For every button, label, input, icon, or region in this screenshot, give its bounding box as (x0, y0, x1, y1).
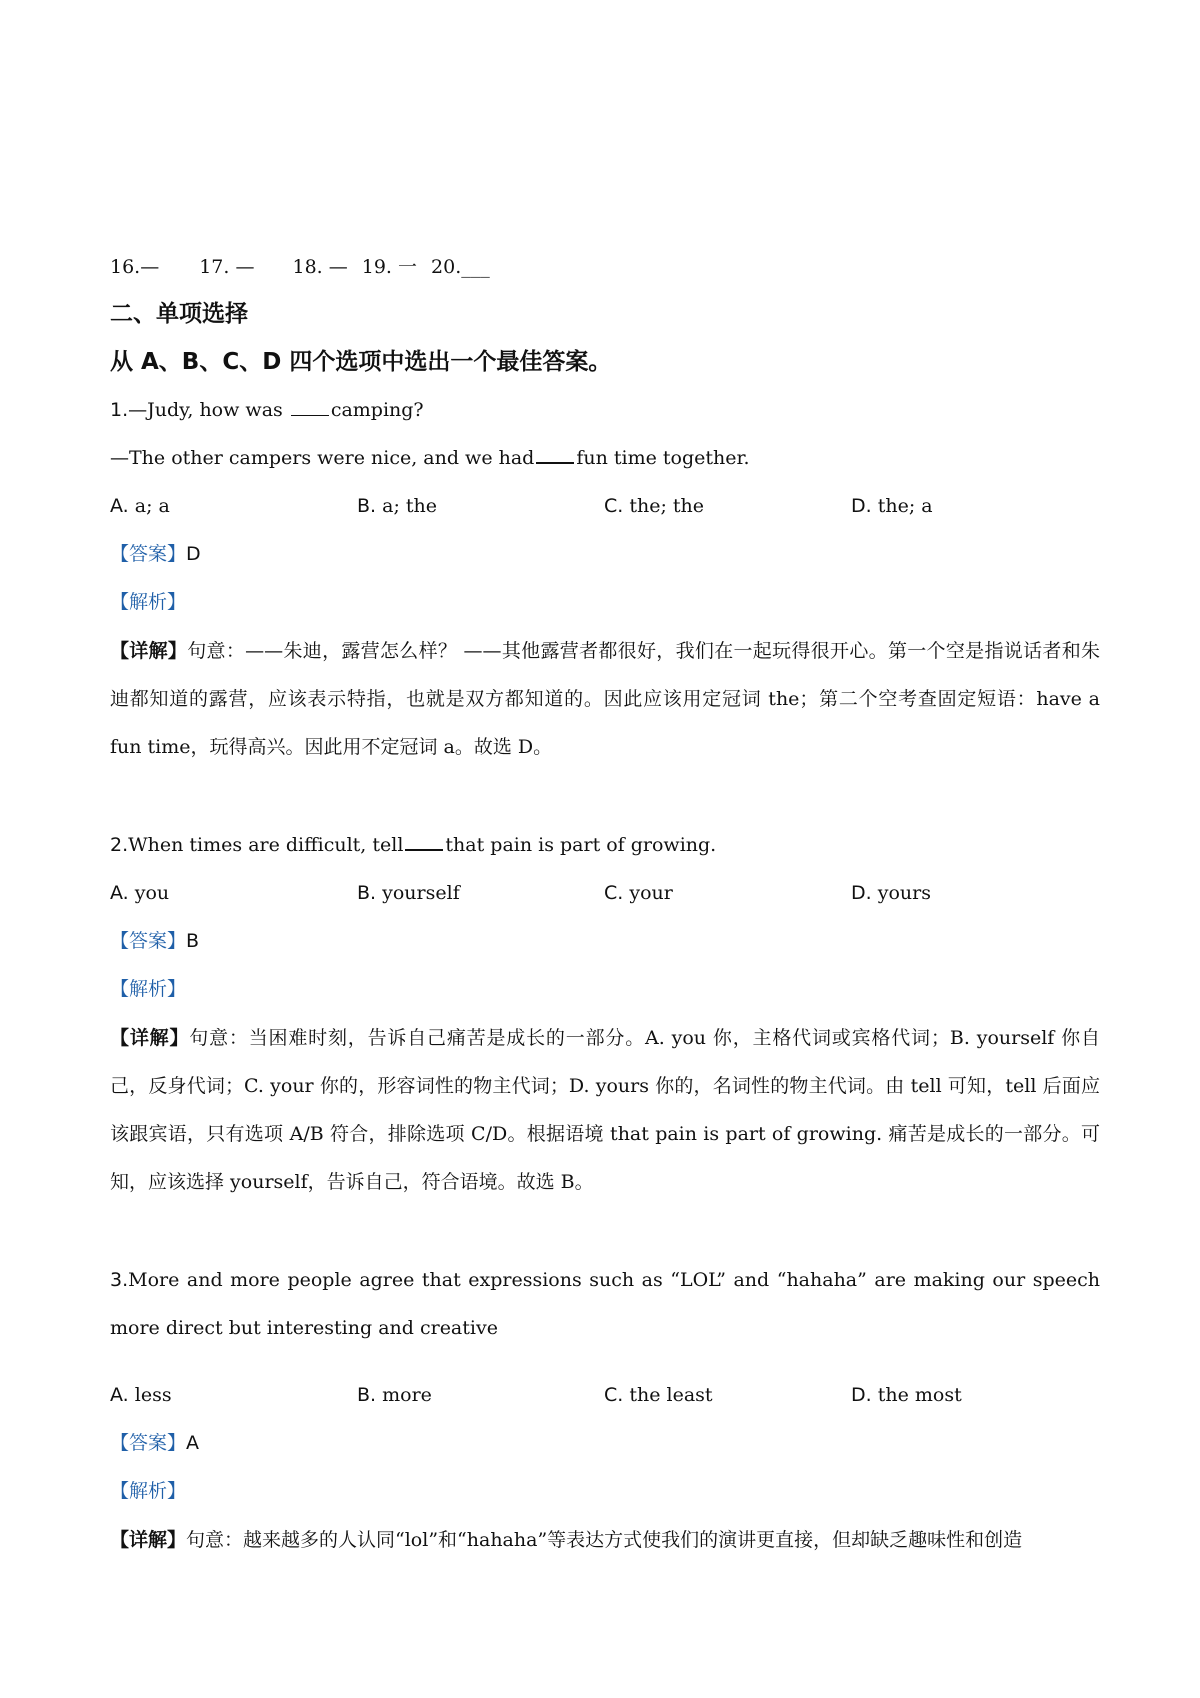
answer-tag: 【答案】 (110, 930, 187, 952)
detail-text: 句意：当困难时刻，告诉自己痛苦是成长的一部分。A. you 你，主格代词或宾格代词；B. yourself 你自己，反身代词；C. your 你的，形容词性的物主代词；D. yours 你的，名词性的物主代词。由 tell 可知，tell 后面应该跟宾语，只有选项 A/B 符合，排除选项 C/D。根据语境 that pain is part of growing. 痛苦是成长的一部分。可知，应该选择 yourself，告诉自己，符合语境。故选 B。 (110, 1027, 1100, 1193)
question-text: fun time together. (576, 447, 750, 469)
option-b: B. more (357, 1384, 432, 1406)
question-text: When times are difficult, tell (128, 834, 404, 856)
question-3-text (110, 1256, 1100, 1352)
question-text: that pain is part of growing. (445, 834, 717, 856)
answer-row (110, 932, 199, 951)
answer-value: B (186, 930, 200, 952)
analysis-tag: 【解析】 (110, 1480, 187, 1502)
question-text: —The other campers were nice, and we had (110, 447, 535, 469)
answer-blank (536, 462, 574, 464)
option-d: D. the most (851, 1384, 962, 1406)
question-number: 2. (110, 834, 129, 856)
question-1-line-1 (110, 401, 424, 420)
detail-tag: 【详解】 (110, 1529, 187, 1551)
option-c: C. the least (604, 1384, 713, 1406)
answer-tag: 【答案】 (110, 1432, 187, 1454)
answer-blank-20: 20.___ (431, 256, 490, 278)
option-d: D. the; a (851, 495, 933, 517)
option-c: C. your (604, 882, 673, 904)
section-title: 二、单项选择 (110, 301, 248, 327)
answer-blank (291, 415, 329, 416)
question-number: 3. (110, 1269, 129, 1291)
answer-value: A (186, 1432, 200, 1454)
answer-blank-18: 18. — (292, 256, 348, 278)
question-number: 1. (110, 399, 129, 421)
question-text: —Judy, how was (128, 399, 289, 421)
option-b: B. a; the (357, 495, 438, 517)
option-b: B. yourself (357, 882, 460, 904)
question-2-line (110, 836, 716, 855)
answer-blank-17: 17. — (199, 256, 255, 278)
answer-blank-19: 19. 一 (361, 256, 418, 278)
detail-paragraph (110, 1516, 1100, 1564)
section-instruction: 从 A、B、C、D 四个选项中选出一个最佳答案。 (110, 349, 612, 375)
question-1-line-2 (110, 449, 750, 468)
analysis-tag: 【解析】 (110, 978, 187, 1000)
top-answer-line (110, 258, 490, 277)
detail-paragraph (110, 627, 1100, 771)
option-a: A. a; a (110, 495, 170, 517)
detail-tag: 【详解】 (110, 1027, 190, 1049)
option-a: A. you (110, 882, 170, 904)
answer-value: D (186, 543, 201, 565)
answer-row (110, 1434, 199, 1453)
analysis-tag: 【解析】 (110, 591, 187, 613)
answer-blank-16: 16.— (110, 256, 160, 278)
detail-tag: 【详解】 (110, 640, 188, 662)
detail-text: 句意：——朱迪，露营怎么样？ ——其他露营者都很好，我们在一起玩得很开心。第一个空是指说话者和朱迪都知道的露营，应该表示特指，也就是双方都知道的。因此应该用定冠词 the；第二个空考查固定短语：have a fun time，玩得高兴。因此用不定冠词 a。故选 D。 (110, 640, 1100, 758)
option-c: C. the; the (604, 495, 705, 517)
question-text: More and more people agree that expressions such as “LOL” and “hahaha” are making our speech more direct but interesting and creative (110, 1269, 1100, 1339)
answer-tag: 【答案】 (110, 543, 187, 565)
option-a: A. less (110, 1384, 172, 1406)
detail-paragraph (110, 1014, 1100, 1206)
answer-row (110, 545, 201, 564)
option-d: D. yours (851, 882, 931, 904)
detail-text: 句意：越来越多的人认同“lol”和“hahaha”等表达方式使我们的演讲更直接，但却缺乏趣味性和创造 (186, 1529, 1023, 1551)
question-text: camping? (330, 399, 424, 421)
answer-blank (405, 849, 443, 851)
